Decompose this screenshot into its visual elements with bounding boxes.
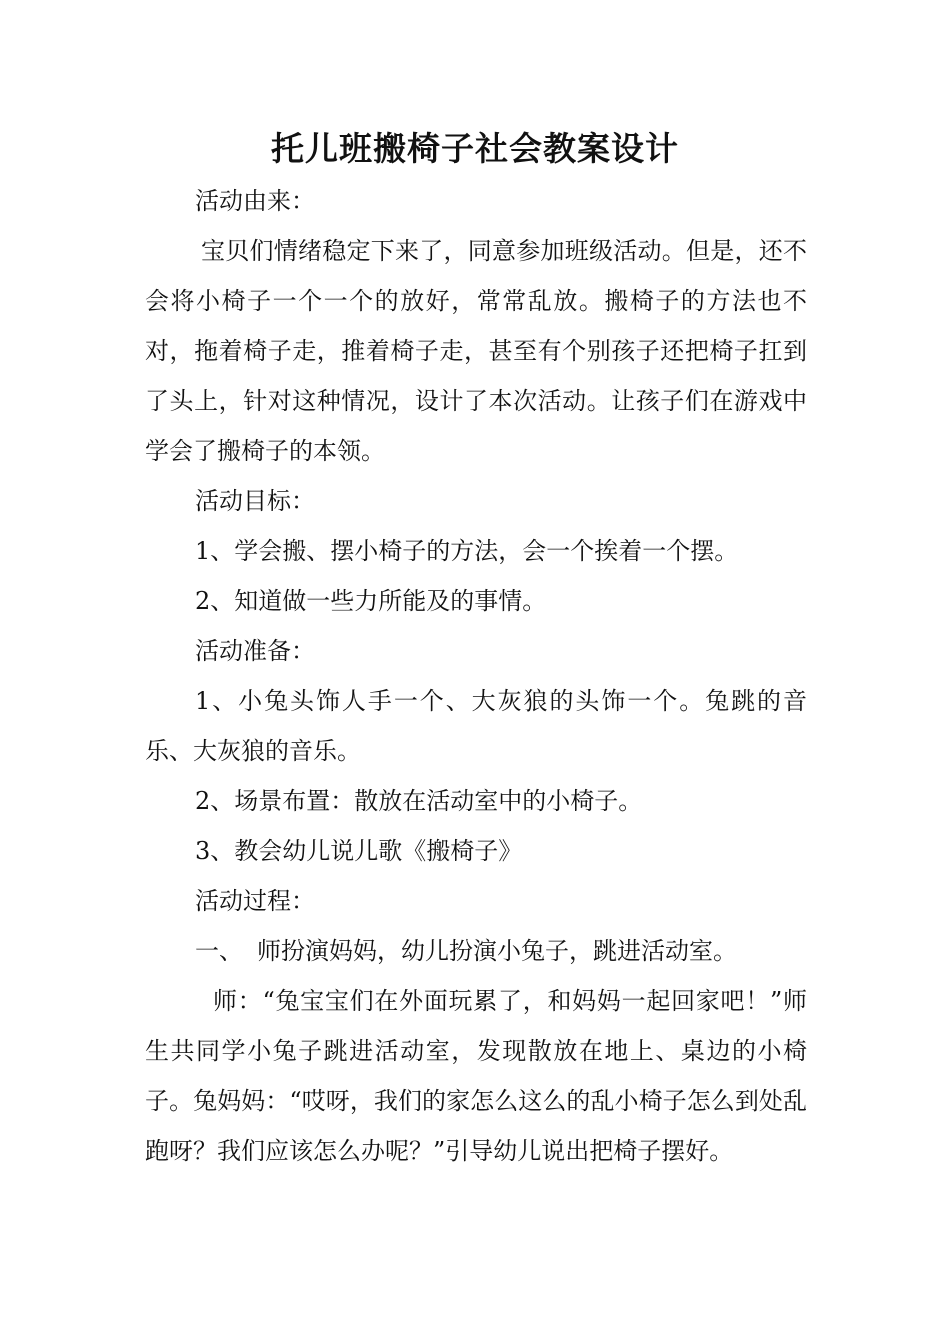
document-title: 托儿班搬椅子社会教案设计 — [271, 129, 679, 168]
paragraph-process-dialogue: 师：“兔宝宝们在外面玩累了，和妈妈一起回家吧！”师生共同学小兔子跳进活动室，发现散放在地上、桌边的小椅子。兔妈妈：“哎呀，我们的家怎么这么的乱小椅子怎么到处乱跑呀？我们应该怎么办呢？”引导幼儿说出把椅子摆好。 — [145, 987, 807, 1165]
process-step-1-text: 师扮演妈妈，幼儿扮演小兔子，跳进活动室。 — [257, 937, 737, 965]
process-step-1-number: 一、 — [195, 937, 243, 965]
preparation-item-3: 3、教会幼儿说儿歌《搬椅子》 — [195, 837, 523, 865]
goal-item-1: 1、学会搬、摆小椅子的方法，会一个挨着一个摆。 — [195, 537, 739, 565]
section-heading-origin: 活动由来： — [195, 187, 315, 215]
process-step-1 — [145, 926, 807, 976]
preparation-item-1: 1、小兔头饰人手一个、大灰狼的头饰一个。兔跳的音乐、大灰狼的音乐。 — [145, 687, 807, 765]
paragraph-origin: 宝贝们情绪稳定下来了，同意参加班级活动。但是，还不会将小椅子一个一个的放好，常常乱放。搬椅子的方法也不对，拖着椅子走，推着椅子走，甚至有个别孩子还把椅子扛到了头上，针对这种情况，设计了本次活动。让孩子们在游戏中学会了搬椅子的本领。 — [145, 237, 807, 465]
section-heading-process: 活动过程： — [195, 887, 315, 915]
preparation-item-2: 2、场景布置：散放在活动室中的小椅子。 — [195, 787, 643, 815]
document-body — [145, 176, 807, 1176]
goal-item-2: 2、知道做一些力所能及的事情。 — [195, 587, 547, 615]
section-heading-preparation: 活动准备： — [195, 637, 315, 665]
section-heading-goals: 活动目标： — [195, 487, 315, 515]
